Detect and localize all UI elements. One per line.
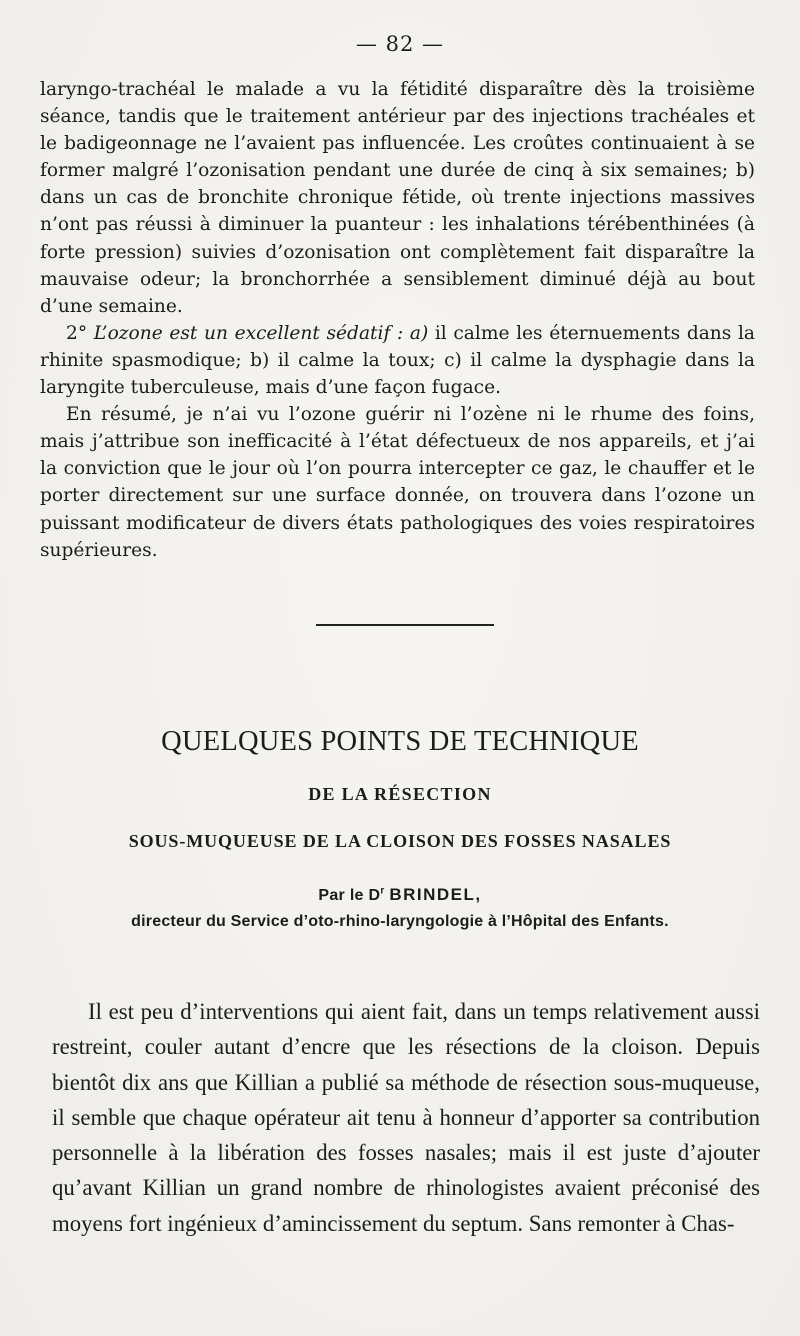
article-body-paragraph: Il est peu d’interventions qui aient fait, dans un temps relativement aussi restreint, couler autant d’encre que les résections de la cloison. Depuis bientôt dix ans que Killian a publié sa méthode de résection sous-muqueuse, il semble que chaque opérateur ait tenu à honneur d’apporter sa contribution personnelle à la libération des fosses nasales; mais il est juste d’ajouter qu’avant Killian un grand nombre de rhinologistes avaient préconisé des moyens fort ingénieux d’amincissement du septum. Sans remonter à Chas- [52,999,760,1236]
article-subtitle-1: DE LA RÉSECTION [308,784,492,804]
article-subtitle-2: SOUS-MUQUEUSE DE LA CLOISON DES FOSSES NASALES [128,831,672,851]
summary-paragraph: En résumé, je n’ai vu l’ozone guérir ni l’ozène ni le rhume des foins, mais j’attribue son inefficacité à l’état défectueux de nos appareils, et j’ai la conviction que le jour où l’on pourra intercepter ce gaz, le chauffer et le porter directement sur une surface donnée, on trouvera dans l’ozone un puissant modificateur de divers états pathologiques des voies respiratoires supérieures. [40,404,755,561]
article-body [52,994,760,1241]
italic-heading: L’ozone est un excellent sédatif : a) [93,322,429,344]
sedative-paragraph [40,320,755,401]
author-prefix: Par le D [318,887,381,904]
sedative-text: il calme les éternuements dans la rhinite spasmodique; b) il calme la toux; c) il calme la dysphagie dans la laryngite tuberculeuse, mais d’une façon fugace. [40,322,755,399]
list-number: 2° [66,322,94,344]
page-number: — 82 — [355,32,445,56]
continuation-paragraph: laryngo-trachéal le malade a vu la fétidité disparaître dès la troisième séance, tandis que le traitement antérieur par des injections trachéales et le badigeonnage ne l’avaient pas influencée. Les croûtes continuaient à se former malgré l’ozonisation pendant une durée de cinq à six semaines; b) dans un cas de bronchite chronique fétide, où trente injections massives n’ont pas réussi à diminuer la puanteur : les inhalations térébenthinées (à forte pression) suivies d’ozonisation ont complètement fait disparaître la mauvaise odeur; la bronchorrhée a sensiblement diminué déjà au bout d’une semaine. [40,79,755,317]
author-name: BRINDEL, [389,885,482,904]
continuation-text [40,76,755,564]
article-title: QUELQUES POINTS DE TECHNIQUE [161,726,639,757]
author-line [200,885,600,905]
author-affiliation: directeur du Service d’oto-rhino-laryngologie à l’Hôpital des Enfants. [131,913,669,930]
section-divider [316,624,494,626]
author-prefix-sup: r [380,885,385,897]
